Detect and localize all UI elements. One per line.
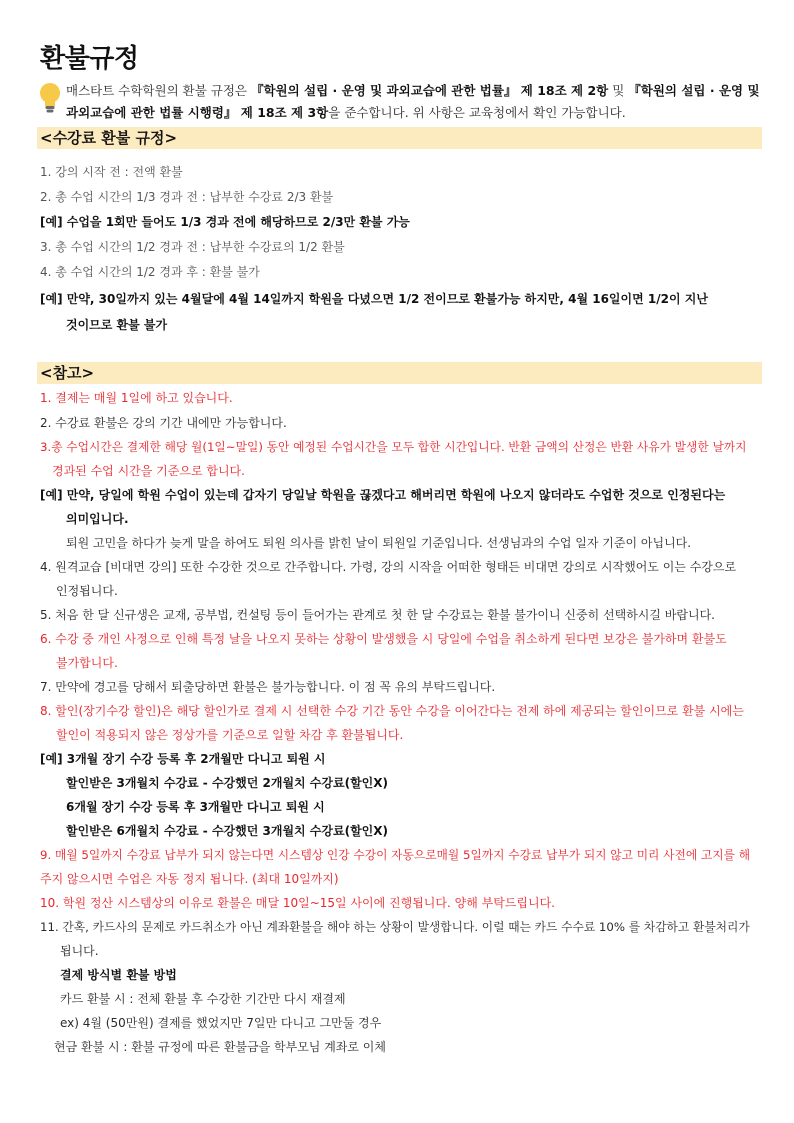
note-line: 할인이 적용되지 않은 정상가를 기준으로 일할 차감 후 환불됩니다. [56,728,404,742]
note-line: ex) 4월 (50만원) 결제를 했었지만 7일만 다니고 그만둘 경우 [60,1016,382,1030]
rule-example: [예] 만약, 30일까지 있는 4월달에 4월 14일까지 학원을 다녔으면 1/2 전이므로 환불가능 하지만, 4월 16일이면 1/2이 지난 [40,292,708,306]
rule-line: 4. 총 수업 시간의 1/2 경과 후 : 환불 불가 [40,265,260,279]
note-example: 6개월 장기 수강 등록 후 3개월만 다니고 퇴원 시 [66,800,325,814]
rule-line: 3. 총 수업 시간의 1/2 경과 전 : 납부한 수강료의 1/2 환불 [40,240,345,254]
callout-text [66,80,766,124]
note-example: 할인받은 3개월치 수강료 - 수강했던 2개월치 수강료(할인X) [66,776,388,790]
note-line: 퇴원 고민을 하다가 늦게 말을 하여도 퇴원 의사를 밝힌 날이 퇴원일 기준입니다. 선생님과의 수업 일자 기준이 아닙니다. [66,536,692,550]
note-example: [예] 3개월 장기 수강 등록 후 2개월만 다니고 퇴원 시 [40,752,326,766]
note-line: 5. 처음 한 달 신규생은 교재, 공부법, 컨설팅 등이 들어가는 관계로 첫 한 달 수강료는 환불 불가이니 신중히 선택하시길 바랍니다. [40,608,715,622]
note-line: 현금 환불 시 : 환불 규정에 따른 환불금을 학부모님 계좌로 이체 [54,1040,386,1054]
note-line: 11. 간혹, 카드사의 문제로 카드취소가 아닌 계좌환불을 해야 하는 상황이 발생합니다. 이럴 때는 카드 수수료 10% 를 차감하고 환불처리가 [40,920,750,934]
note-example: [예] 만약, 당일에 학원 수업이 있는데 갑자기 당일날 학원을 끊겠다고 해버리면 학원에 나오지 않더라도 수업한 것으로 인정된다는 [40,488,726,502]
lightbulb-icon [38,82,62,116]
callout-text-2: 및 [608,83,629,98]
note-line: 주지 않으시면 수업은 자동 정지 됩니다. (최대 10일까지) [40,872,339,886]
note-line: 됩니다. [60,944,99,958]
rule-line: 1. 강의 시작 전 : 전액 환불 [40,165,183,179]
section-heading-refund-rules: <수강료 환불 규정> [37,127,762,149]
note-line: 2. 수강료 환불은 강의 기간 내에만 가능합니다. [40,416,287,430]
note-line: 7. 만약에 경고를 당해서 퇴출당하면 환불은 불가능합니다. 이 점 꼭 유의 부탁드립니다. [40,680,496,694]
law-reference-1: 『학원의 설립 · 운영 및 과외교습에 관한 법률』 제 18조 제 2항 [250,83,609,98]
note-line: 8. 할인(장기수강 할인)은 해당 할인가로 결제 시 선택한 수강 기간 동안 수강을 이어간다는 전제 하에 제공되는 할인이므로 환불 시에는 [40,704,744,718]
note-line: 10. 학원 정산 시스템상의 이유로 환불은 매달 10일~15일 사이에 진행됩니다. 양해 부탁드립니다. [40,896,555,910]
rule-line: 2. 총 수업 시간의 1/3 경과 전 : 납부한 수강료 2/3 환불 [40,190,334,204]
law-reference-2: 『학원의 설립 · 운영 및 과외교습에 관한 법률 시행령』 제 18조 제 3항 [66,83,760,120]
note-line: 1. 결제는 매월 1일에 하고 있습니다. [40,391,233,405]
payment-method-heading: 결제 방식별 환불 방법 [60,968,177,982]
note-example: 할인받은 6개월치 수강료 - 수강했던 3개월치 수강료(할인X) [66,824,388,838]
note-line: 4. 원격교습 [비대면 강의] 또한 수강한 것으로 간주합니다. 가령, 강의 시작을 어떠한 형태든 비대면 강의로 시작했어도 이는 수강으로 [40,560,737,574]
note-line: 9. 매월 5일까지 수강료 납부가 되지 않는다면 시스템상 인강 수강이 자동으로매월 5일까지 수강료 납부가 되지 않고 미리 사전에 고지를 해 [40,848,751,862]
callout-text-1: 매스타트 수학학원의 환불 규정은 [66,83,251,98]
note-line: 불가합니다. [56,656,118,670]
rule-example: 것이므로 환불 불가 [66,318,168,332]
callout-text-3: 을 준수합니다. 위 사항은 교육청에서 확인 가능합니다. [328,105,626,120]
rule-example: [예] 수업을 1회만 들어도 1/3 경과 전에 해당하므로 2/3만 환불 가능 [40,215,410,229]
note-example: 의미입니다. [66,512,129,526]
note-line: 카드 환불 시 : 전체 환불 후 수강한 기간만 다시 재결제 [60,992,346,1006]
note-line: 경과된 수업 시간을 기준으로 합니다. [52,464,245,478]
section-heading-notes: <참고> [37,362,762,384]
note-line: 인정됩니다. [56,584,118,598]
note-line: 6. 수강 중 개인 사정으로 인해 특정 날을 나오지 못하는 상황이 발생했을 시 당일에 수업을 취소하게 된다면 보강은 불가하며 환불도 [40,632,727,646]
note-line: 3.총 수업시간은 결제한 해당 월(1일~말일) 동안 예정된 수업시간을 모두 합한 시간입니다. 반환 금액의 산정은 반환 사유가 발생한 날까지 [40,440,747,454]
page-title: 환불규정 [40,44,139,74]
